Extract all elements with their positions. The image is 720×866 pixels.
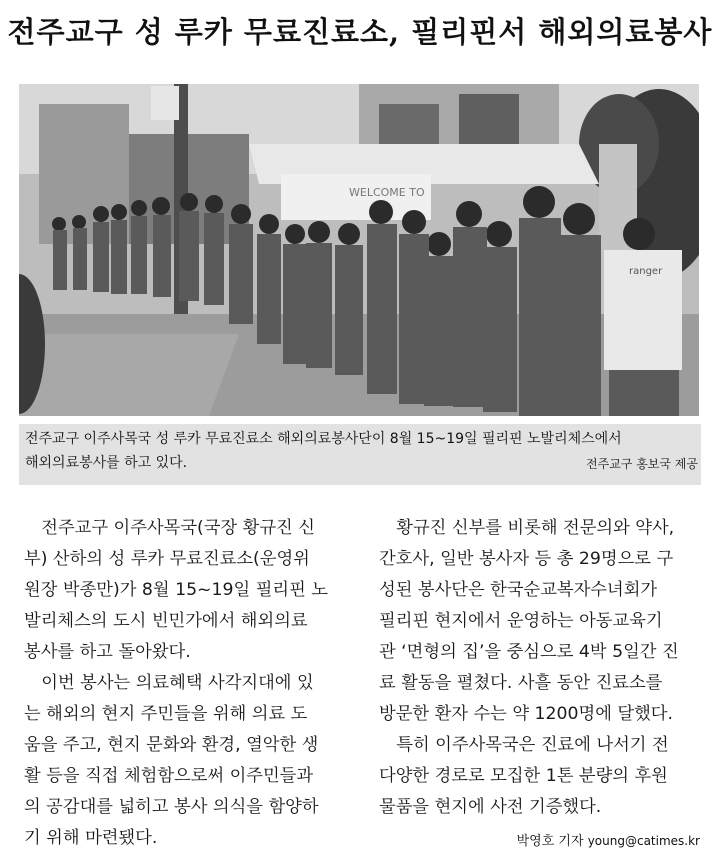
body-line: 성된 봉사단은 한국순교복자수녀회가 xyxy=(379,580,658,600)
body-line: 전주교구 이주사목국(국장 황규진 신 xyxy=(24,518,315,538)
body-line: 기 위해 마련됐다. xyxy=(24,828,158,848)
body-line: 황규진 신부를 비롯해 전문의와 약사, xyxy=(379,518,675,538)
byline xyxy=(517,830,700,849)
body-line: 방문한 환자 수는 약 1200명에 달했다. xyxy=(379,704,673,724)
body-column-left xyxy=(24,513,356,854)
article-headline: 전주교구 성 루카 무료진료소, 필리핀서 해외의료봉사 xyxy=(7,15,713,49)
banner-text: WELCOME TO xyxy=(349,186,425,199)
byline-email: young@catimes.kr xyxy=(587,834,700,848)
body-line: 원장 박종만)가 8월 15~19일 필리핀 노 xyxy=(24,580,328,600)
body-line: 부) 산하의 성 루카 무료진료소(운영위 xyxy=(24,549,310,569)
body-line: 활 등을 직접 체험함으로써 이주민들과 xyxy=(24,766,314,786)
body-line: 필리핀 현지에서 운영하는 아동교육기 xyxy=(379,611,663,631)
shirt-text: ranger xyxy=(629,266,663,277)
body-column-right xyxy=(379,513,701,823)
body-line: 다양한 경로로 모집한 1톤 분량의 후원 xyxy=(379,766,668,786)
body-line: 간호사, 일반 봉사자 등 총 29명으로 구 xyxy=(379,549,674,569)
article-photo xyxy=(19,84,699,416)
body-line: 료 활동을 펼쳤다. 사흘 동안 진료소를 xyxy=(379,673,663,693)
photo-credit: 전주교구 홍보국 제공 xyxy=(586,457,698,471)
body-line: 발리체스의 도시 빈민가에서 해외의료 xyxy=(24,611,308,631)
caption-line-2: 해외의료봉사를 하고 있다. xyxy=(25,455,188,471)
byline-name: 박영호 기자 xyxy=(516,834,584,849)
body-line: 특히 이주사목국은 진료에 나서기 전 xyxy=(379,735,669,755)
caption-line-1: 전주교구 이주사목국 성 루카 무료진료소 해외의료봉사단이 8월 15~19일 필리핀 노발리체스에서 xyxy=(25,431,622,447)
body-line: 봉사를 하고 돌아왔다. xyxy=(24,642,191,662)
body-line: 는 해외의 현지 주민들을 위해 의료 도 xyxy=(24,704,308,724)
body-line: 관 ‘면형의 집’을 중심으로 4박 5일간 진 xyxy=(379,642,679,662)
body-line: 움을 주고, 현지 문화와 환경, 열악한 생 xyxy=(24,735,319,755)
body-line: 물품을 현지에 사전 기증했다. xyxy=(379,797,602,817)
body-line: 의 공감대를 넓히고 봉사 의식을 함양하 xyxy=(24,797,319,817)
body-line: 이번 봉사는 의료혜택 사각지대에 있 xyxy=(24,673,314,693)
